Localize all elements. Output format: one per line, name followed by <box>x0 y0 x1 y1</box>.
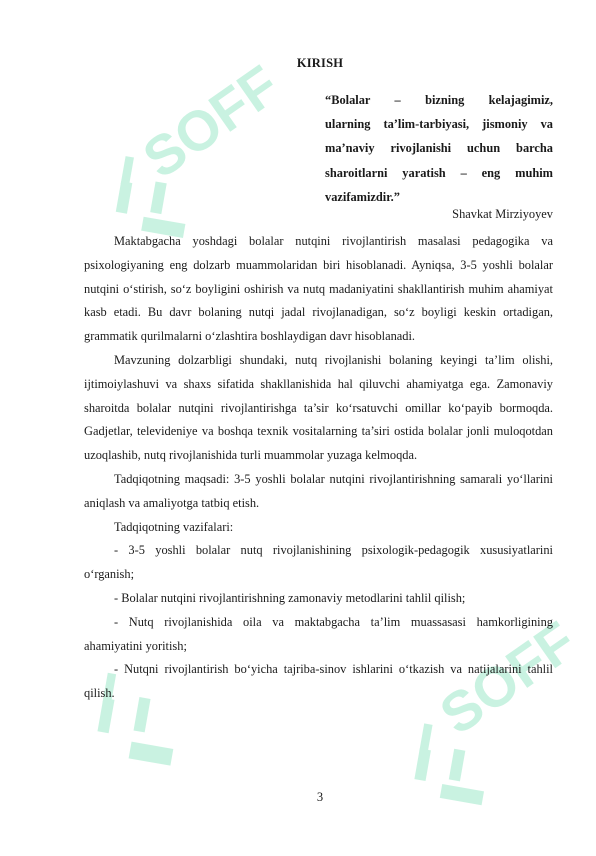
epigraph-line: ma’naviy rivojlanishi uchun barcha <box>325 141 553 156</box>
list-item: - 3-5 yoshli bolalar nutq rivojlanishining psixologik-pedagogik xususiyatlarini o‘rganish; <box>84 543 553 582</box>
paragraph: Tadqiqotning maqsadi: 3-5 yoshli bolalar nutqini rivojlantirishning samarali yo‘llarini aniqlash va amaliyotga tatbiq etish. <box>84 471 553 510</box>
epigraph-author: Shavkat Mirziyoyev <box>452 207 553 221</box>
paragraph: Tadqiqotning vazifalari: <box>114 519 234 534</box>
svg-text:SOFF: SOFF <box>131 52 291 191</box>
section-title: KIRISH <box>296 56 344 70</box>
epigraph-line: vazifamizdir.” <box>325 189 400 204</box>
paragraph: Mavzuning dolzarbligi shundaki, nutq rivojlanishi bolaning keyingi ta’lim olishi, ijtimoiylashuvi va shaxs sifatida shakllanishida hal qiluvchi ahamiyatga ega. Zamonaviy sharoitda bolalar nutqini rivojlantirishga ta’sir ko‘rsatuvchi omillar ko‘payib bormoqda. Gadjetlar, televideniye va boshqa texnik vositalarning ta’siri ostida bolalar jonli muloqotdan uzoqlashib, nutq rivojlanishida turli muammolar yuzaga kelmoqda. <box>84 352 553 463</box>
watermark-logo <box>70 40 300 255</box>
epigraph-line: sharoitlarni yaratish – eng muhim <box>325 165 553 180</box>
list-item: - Nutq rivojlanishida oila va maktabgacha ta’lim muassasasi hamkorligining ahamiyatini yoritish; <box>84 614 553 653</box>
paragraph: Maktabgacha yoshdagi bolalar nutqini rivojlantirish masalasi pedagogika va psixologiyaning eng dolzarb muammolaridan biri hisoblanadi. Ayniqsa, 3-5 yoshli bolalar nutqini o‘stirish, so‘z boyligini oshirish va nutq madaniyatini shakllantirish muhim ahamiyat kasb etadi. Bu davr bolaning nutqi jadal rivojlanadigan, so‘z boyligi keskin ortadigan, grammatik qurilmalarni o‘zlashtira boshlaydigan davr hisoblanadi. <box>84 234 553 344</box>
list-item: - Bolalar nutqini rivojlantirishning zamonaviy metodlarini tahlil qilish; <box>114 590 466 605</box>
epigraph-quote <box>325 88 553 209</box>
list-item: - Nutqni rivojlantirish bo‘yicha tajriba-sinov ishlarini o‘tkazish va natijalarini tahlil qilish. <box>84 662 553 701</box>
svg-text:SOFF: SOFF <box>428 609 588 747</box>
epigraph-line: ularning ta’lim-tarbiyasi, jismoniy va <box>325 117 553 132</box>
epigraph-line: “Bolalar – bizning kelajagimiz, <box>325 93 553 107</box>
page-number: 3 <box>316 790 324 804</box>
body-text <box>84 230 553 706</box>
